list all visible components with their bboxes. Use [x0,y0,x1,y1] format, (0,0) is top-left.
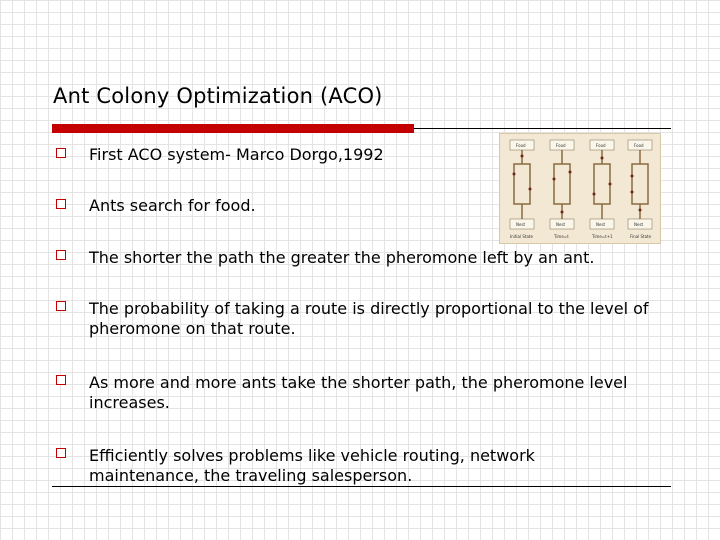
bullet-marker [56,199,66,209]
panel-2-bottom-label: Nest [556,222,566,227]
panel-2-top-label: Food [556,143,566,148]
panel-4-caption: Final State [630,234,652,239]
panel-3-caption: Time=t+1 [592,234,613,239]
bullet-text-4: The probability of taking a route is directly proportional to the level of pheromone on that route. [89,299,649,338]
bullet-marker [56,448,66,458]
bullet-text-3: The shorter the path the greater the pheromone left by an ant. [89,248,595,267]
slide-title: Ant Colony Optimization (ACO) [53,84,383,108]
bullet-text-5: As more and more ants take the shorter path, the pheromone level increases. [89,373,628,412]
bullet-marker [56,375,66,385]
panel-1-caption: Initial State [510,234,533,239]
panel-3-top-label: Food [596,143,606,148]
panel-1-bottom-label: Nest [516,222,526,227]
bullet-text-2: Ants search for food. [89,196,256,215]
bullet-marker [56,148,66,158]
panel-4-bottom-label: Nest [634,222,644,227]
panel-3-bottom-label: Nest [596,222,606,227]
panel-1-top-label: Food [516,143,526,148]
bullet-marker [56,301,66,311]
bullet-text-6: Efficiently solves problems like vehicle routing, network maintenance, the traveling salesperson. [89,446,535,485]
bottom-divider [52,486,671,487]
title-underline-black [414,128,671,129]
title-underline-red [52,124,414,133]
bullet-text-1: First ACO system- Marco Dorgo,1992 [89,145,384,164]
panel-2-caption: Time=t [554,234,569,239]
bullet-marker [56,250,66,260]
panel-4-top-label: Food [634,143,644,148]
